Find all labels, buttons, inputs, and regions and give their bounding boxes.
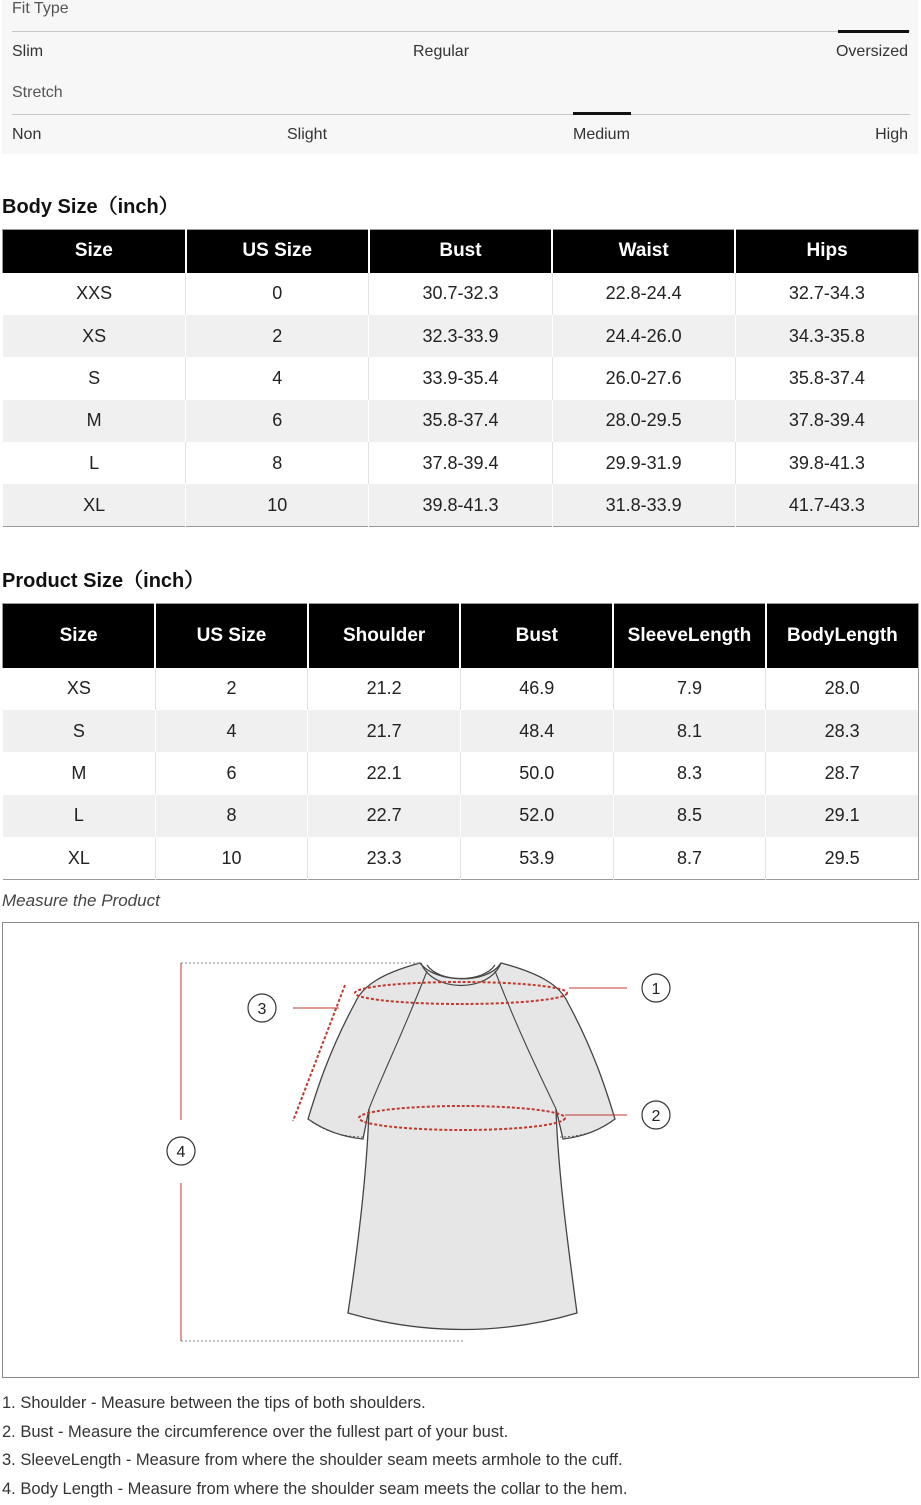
table-cell: 28.7 xyxy=(766,752,919,794)
table-cell: 23.3 xyxy=(308,837,461,879)
table-cell: 21.2 xyxy=(308,668,461,710)
table-cell: XL xyxy=(3,484,186,526)
table-cell: 26.0-27.6 xyxy=(552,357,735,399)
table-cell: 28.0 xyxy=(766,668,919,710)
note-bust: 2. Bust - Measure the circumference over the fullest part of your bust. xyxy=(2,1420,628,1449)
note-sleeve-length: 3. SleeveLength - Measure from where the shoulder seam meets armhole to the cuff. xyxy=(2,1448,628,1477)
stretch-option-high: High xyxy=(875,126,908,144)
table-cell: L xyxy=(3,442,186,484)
table-cell: 6 xyxy=(155,752,308,794)
table-cell: 8.1 xyxy=(613,710,766,752)
column-header: US Size xyxy=(155,604,308,668)
table-cell: 34.3-35.8 xyxy=(735,315,918,357)
table-cell: 48.4 xyxy=(460,710,613,752)
table-cell: 37.8-39.4 xyxy=(369,442,552,484)
measure-notes xyxy=(2,1391,628,1505)
table-cell: S xyxy=(3,710,156,752)
column-header: BodyLength xyxy=(766,604,919,668)
table-cell: 35.8-37.4 xyxy=(369,400,552,442)
table-cell: 32.3-33.9 xyxy=(369,315,552,357)
table-cell: 28.0-29.5 xyxy=(552,400,735,442)
table-cell: 8.5 xyxy=(613,795,766,837)
table-cell: 31.8-33.9 xyxy=(552,484,735,526)
table-cell: M xyxy=(3,752,156,794)
table-cell: 10 xyxy=(155,837,308,879)
tshirt-shape xyxy=(308,963,615,1330)
table-cell: 46.9 xyxy=(460,668,613,710)
table-row xyxy=(3,357,919,399)
table-cell: 8 xyxy=(155,795,308,837)
table-cell: M xyxy=(3,400,186,442)
table-cell: 28.3 xyxy=(766,710,919,752)
table-cell: 32.7-34.3 xyxy=(735,273,918,315)
table-cell: 22.8-24.4 xyxy=(552,273,735,315)
table-cell: 4 xyxy=(155,710,308,752)
table-cell: 2 xyxy=(155,668,308,710)
table-cell: 8.3 xyxy=(613,752,766,794)
table-cell: 33.9-35.4 xyxy=(369,357,552,399)
product-size-table xyxy=(2,603,919,880)
table-cell: 10 xyxy=(186,484,369,526)
table-cell: 39.8-41.3 xyxy=(369,484,552,526)
note-shoulder: 1. Shoulder - Measure between the tips of both shoulders. xyxy=(2,1391,628,1420)
fit-option-regular: Regular xyxy=(413,43,469,61)
fit-stretch-panel xyxy=(2,0,918,154)
fit-option-slim: Slim xyxy=(12,43,43,61)
table-cell: 52.0 xyxy=(460,795,613,837)
column-header: Bust xyxy=(460,604,613,668)
table-header-row xyxy=(3,604,919,668)
column-header: US Size xyxy=(186,230,369,273)
marker-2: 2 xyxy=(652,1108,661,1125)
table-cell: 7.9 xyxy=(613,668,766,710)
table-cell: XS xyxy=(3,315,186,357)
table-cell: L xyxy=(3,795,156,837)
table-row xyxy=(3,400,919,442)
body-size-table xyxy=(2,229,919,527)
table-cell: XS xyxy=(3,668,156,710)
stretch-option-medium: Medium xyxy=(573,126,630,144)
column-header: Waist xyxy=(552,230,735,273)
table-row xyxy=(3,273,919,315)
table-row xyxy=(3,710,919,752)
column-header: Hips xyxy=(735,230,918,273)
table-cell: 39.8-41.3 xyxy=(735,442,918,484)
marker-1: 1 xyxy=(652,981,661,998)
stretch-option-slight: Slight xyxy=(287,126,327,144)
table-cell: 22.7 xyxy=(308,795,461,837)
table-cell: 41.7-43.3 xyxy=(735,484,918,526)
fit-option-oversized: Oversized xyxy=(836,43,908,61)
table-cell: 8 xyxy=(186,442,369,484)
fit-type-label: Fit Type xyxy=(12,0,69,18)
table-row xyxy=(3,752,919,794)
marker-4: 4 xyxy=(177,1144,186,1161)
table-cell: 21.7 xyxy=(308,710,461,752)
table-cell: 53.9 xyxy=(460,837,613,879)
column-header: Shoulder xyxy=(308,604,461,668)
stretch-scale xyxy=(12,114,910,115)
marker-3: 3 xyxy=(258,1001,267,1018)
table-cell: 35.8-37.4 xyxy=(735,357,918,399)
product-size-title: Product Size（inch） xyxy=(2,564,204,593)
table-cell: 4 xyxy=(186,357,369,399)
table-cell: 8.7 xyxy=(613,837,766,879)
table-cell: 29.1 xyxy=(766,795,919,837)
table-cell: 30.7-32.3 xyxy=(369,273,552,315)
measure-diagram xyxy=(2,922,919,1378)
table-cell: XXS xyxy=(3,273,186,315)
table-cell: 24.4-26.0 xyxy=(552,315,735,357)
body-size-title: Body Size（inch） xyxy=(2,190,179,219)
table-row xyxy=(3,668,919,710)
table-cell: XL xyxy=(3,837,156,879)
column-header: Size xyxy=(3,604,156,668)
table-row xyxy=(3,795,919,837)
stretch-label: Stretch xyxy=(12,84,63,102)
table-cell: S xyxy=(3,357,186,399)
tshirt-diagram xyxy=(3,923,918,1377)
table-row xyxy=(3,315,919,357)
column-header: Bust xyxy=(369,230,552,273)
table-cell: 29.5 xyxy=(766,837,919,879)
table-row xyxy=(3,837,919,879)
table-header-row xyxy=(3,230,919,273)
table-cell: 29.9-31.9 xyxy=(552,442,735,484)
column-header: SleeveLength xyxy=(613,604,766,668)
table-cell: 37.8-39.4 xyxy=(735,400,918,442)
note-body-length: 4. Body Length - Measure from where the shoulder seam meets the collar to the hem. xyxy=(2,1477,628,1505)
table-cell: 50.0 xyxy=(460,752,613,794)
stretch-option-non: Non xyxy=(12,126,41,144)
table-row xyxy=(3,484,919,526)
column-header: Size xyxy=(3,230,186,273)
table-row xyxy=(3,442,919,484)
table-cell: 22.1 xyxy=(308,752,461,794)
fit-type-scale xyxy=(12,31,910,32)
table-cell: 2 xyxy=(186,315,369,357)
stretch-indicator xyxy=(573,112,631,115)
fit-type-indicator xyxy=(838,30,909,33)
table-cell: 0 xyxy=(186,273,369,315)
measure-caption: Measure the Product xyxy=(2,891,160,911)
table-cell: 6 xyxy=(186,400,369,442)
